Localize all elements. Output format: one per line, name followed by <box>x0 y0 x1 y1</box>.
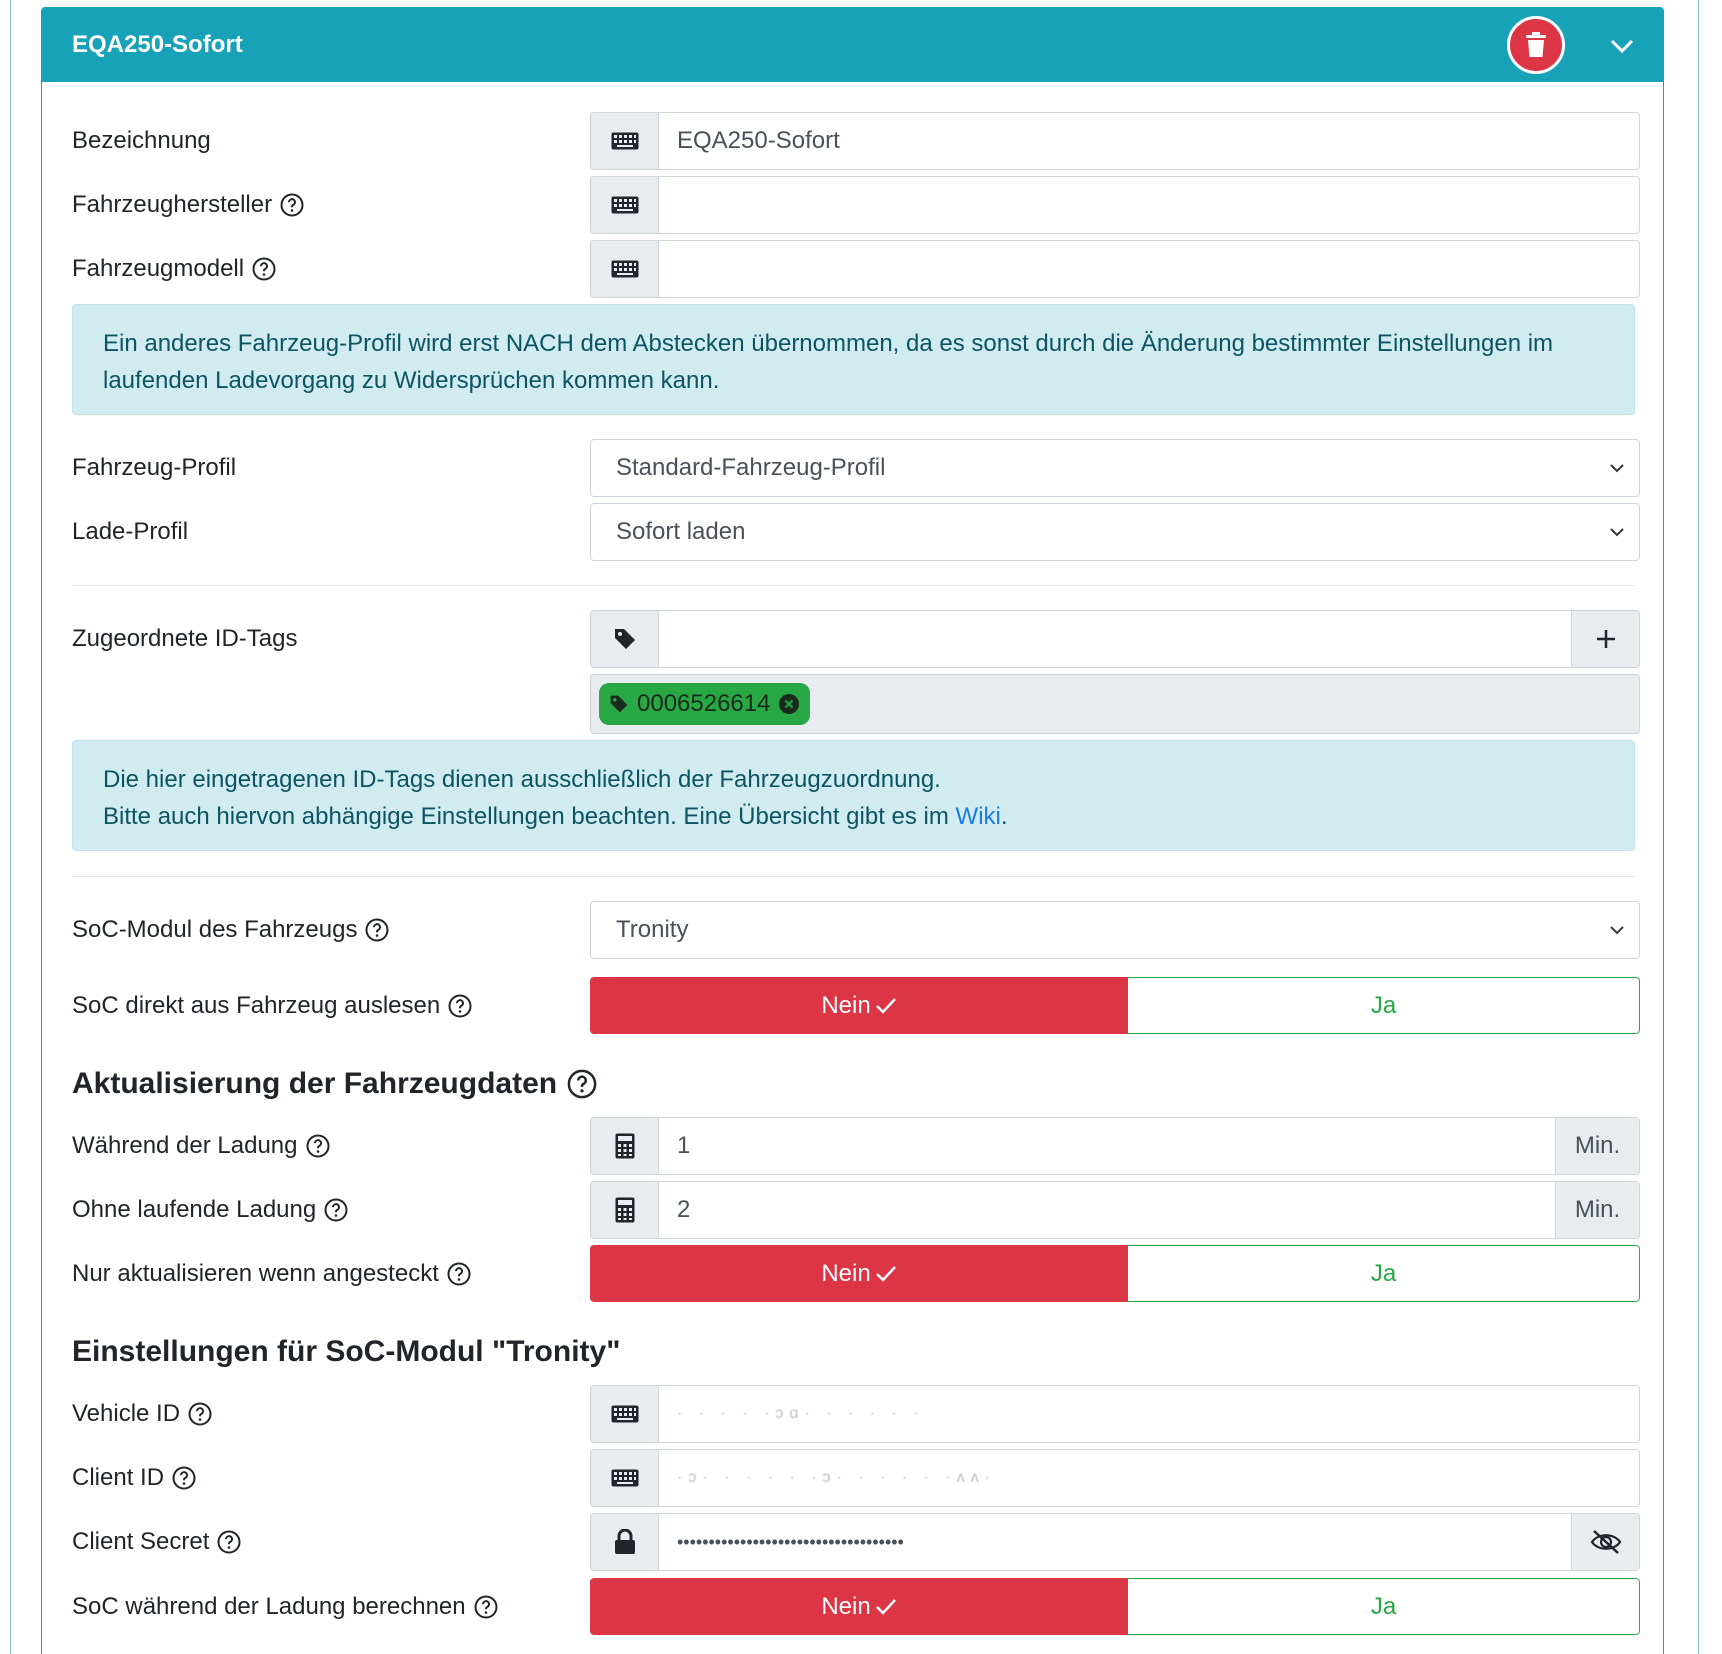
id-tag-value: 0006526614 <box>637 690 771 717</box>
keyboard-icon <box>611 132 639 150</box>
chevron-down-icon <box>1609 922 1625 938</box>
keyboard-addon <box>591 241 659 297</box>
waehrend-unit: Min. <box>1555 1118 1639 1174</box>
soc-direkt-toggle <box>590 977 1640 1034</box>
divider <box>72 876 1635 877</box>
help-icon[interactable] <box>365 918 389 942</box>
idtag-info-alert <box>72 740 1635 851</box>
plus-icon <box>1595 628 1617 650</box>
keyboard-addon <box>591 177 659 233</box>
chevron-down-icon <box>1610 39 1634 53</box>
bezeichnung-input[interactable]: EQA250-Sofort <box>677 127 840 154</box>
vehicle-id-label: Vehicle ID <box>72 1385 212 1443</box>
soc-berechnen-yes-button[interactable]: Ja <box>1128 1578 1640 1635</box>
lade-profil-label: Lade-Profil <box>72 518 189 545</box>
calculator-addon <box>591 1182 659 1238</box>
calculator-icon <box>615 1133 635 1159</box>
delete-button[interactable] <box>1507 16 1565 74</box>
nur-angesteckt-yes-button[interactable]: Ja <box>1128 1245 1640 1302</box>
modell-label: Fahrzeugmodell <box>72 240 276 298</box>
help-icon[interactable] <box>448 994 472 1018</box>
check-icon <box>875 1265 897 1283</box>
client-id-input[interactable]: ·ɔ· · · · · ·ɔ· · · · · ·ʌʌ· <box>677 1469 997 1486</box>
chevron-down-icon <box>1609 524 1625 540</box>
id-tag-list <box>590 674 1640 734</box>
id-tags-label: Zugeordnete ID-Tags <box>72 625 298 652</box>
vehicle-id-input[interactable]: · · · · ·ɔɑ· · · · · · <box>677 1405 925 1422</box>
waehrend-input-group <box>590 1117 1640 1175</box>
divider <box>72 585 1635 586</box>
soc-berechnen-toggle <box>590 1578 1640 1635</box>
help-icon[interactable] <box>447 1262 471 1286</box>
keyboard-addon <box>591 1450 659 1506</box>
waehrend-input[interactable]: 1 <box>677 1132 691 1159</box>
tag-icon <box>613 627 637 651</box>
check-icon <box>875 1598 897 1616</box>
ohne-unit: Min. <box>1555 1182 1639 1238</box>
help-icon[interactable] <box>324 1198 348 1222</box>
card-title: EQA250-Sofort <box>72 31 243 58</box>
check-icon <box>875 997 897 1015</box>
ohne-label: Ohne laufende Ladung <box>72 1181 348 1239</box>
wiki-link[interactable]: Wiki <box>955 803 1001 830</box>
idtag-info-line2: Bitte auch hiervon abhängige Einstellungen beachten. Eine Übersicht gibt es im Wiki. <box>103 803 1008 830</box>
help-icon[interactable] <box>306 1134 330 1158</box>
client-secret-input[interactable]: •••••••••••••••••••••••••••••••••••• <box>677 1531 904 1552</box>
calculator-icon <box>615 1197 635 1223</box>
help-icon[interactable] <box>252 257 276 281</box>
bezeichnung-label: Bezeichnung <box>72 127 211 154</box>
fahrzeug-profil-label: Fahrzeug-Profil <box>72 454 237 481</box>
chevron-down-icon <box>1609 460 1625 476</box>
soc-modul-label: SoC-Modul des Fahrzeugs <box>72 901 389 959</box>
profile-info-alert: Ein anderes Fahrzeug-Profil wird erst NACH dem Abstecken übernommen, da es sonst durch die Änderung bestimmter Einstellungen im laufenden Ladevorgang zu Widersprüchen kommen kann. <box>72 304 1635 415</box>
eye-slash-icon <box>1590 1529 1622 1555</box>
soc-modul-select[interactable]: Tronity <box>590 901 1640 959</box>
soc-direkt-yes-button[interactable]: Ja <box>1128 977 1640 1034</box>
keyboard-icon <box>611 260 639 278</box>
add-tag-button[interactable] <box>1571 611 1639 667</box>
modell-input-group <box>590 240 1640 298</box>
id-tag-input[interactable] <box>659 611 1571 667</box>
remove-tag-icon[interactable] <box>778 693 800 715</box>
fahrzeug-profil-select[interactable]: Standard-Fahrzeug-Profil <box>590 439 1640 497</box>
hersteller-input[interactable] <box>659 177 1639 233</box>
keyboard-addon <box>591 1386 659 1442</box>
soc-berechnen-no-button[interactable]: Nein <box>590 1578 1128 1635</box>
help-icon[interactable] <box>567 1069 597 1099</box>
nur-angesteckt-no-button[interactable]: Nein <box>590 1245 1128 1302</box>
calculator-addon <box>591 1118 659 1174</box>
card-header[interactable] <box>42 8 1663 82</box>
id-tag-badge <box>599 683 810 725</box>
client-secret-label: Client Secret <box>72 1513 241 1571</box>
soc-berechnen-label: SoC während der Ladung berechnen <box>72 1578 498 1635</box>
idtag-info-line1: Die hier eingetragenen ID-Tags dienen ausschließlich der Fahrzeugzuordnung. <box>103 766 941 793</box>
help-icon[interactable] <box>188 1402 212 1426</box>
help-icon[interactable] <box>217 1530 241 1554</box>
keyboard-icon <box>611 1405 639 1423</box>
keyboard-icon <box>611 196 639 214</box>
soc-direkt-label: SoC direkt aus Fahrzeug auslesen <box>72 977 472 1034</box>
keyboard-addon <box>591 113 659 169</box>
tag-icon <box>609 694 629 714</box>
hersteller-input-group <box>590 176 1640 234</box>
lock-icon <box>614 1529 636 1555</box>
help-icon[interactable] <box>280 193 304 217</box>
ohne-input-group <box>590 1181 1640 1239</box>
hersteller-label: Fahrzeughersteller <box>72 176 304 234</box>
vehicle-id-input-group <box>590 1385 1640 1443</box>
toggle-password-visibility-button[interactable] <box>1571 1514 1639 1570</box>
waehrend-label: Während der Ladung <box>72 1117 330 1175</box>
nur-angesteckt-label: Nur aktualisieren wenn angesteckt <box>72 1245 471 1302</box>
lock-addon <box>591 1514 659 1570</box>
tronity-section-heading: Einstellungen für SoC-Modul "Tronity" <box>72 1335 621 1368</box>
modell-input[interactable] <box>659 241 1639 297</box>
ohne-input[interactable]: 2 <box>677 1196 691 1223</box>
client-secret-input-group <box>590 1513 1640 1571</box>
help-icon[interactable] <box>474 1595 498 1619</box>
tag-addon <box>591 611 659 667</box>
help-icon[interactable] <box>172 1466 196 1490</box>
soc-direkt-no-button[interactable]: Nein <box>590 977 1128 1034</box>
client-id-input-group <box>590 1449 1640 1507</box>
keyboard-icon <box>611 1469 639 1487</box>
client-id-label: Client ID <box>72 1449 196 1507</box>
nur-angesteckt-toggle <box>590 1245 1640 1302</box>
update-section-heading: Aktualisierung der Fahrzeugdaten <box>72 1060 597 1108</box>
lade-profil-select[interactable]: Sofort laden <box>590 503 1640 561</box>
trash-icon <box>1525 32 1547 58</box>
collapse-toggle[interactable] <box>1604 28 1640 64</box>
bezeichnung-input-group <box>590 112 1640 170</box>
id-tags-input-group <box>590 610 1640 668</box>
